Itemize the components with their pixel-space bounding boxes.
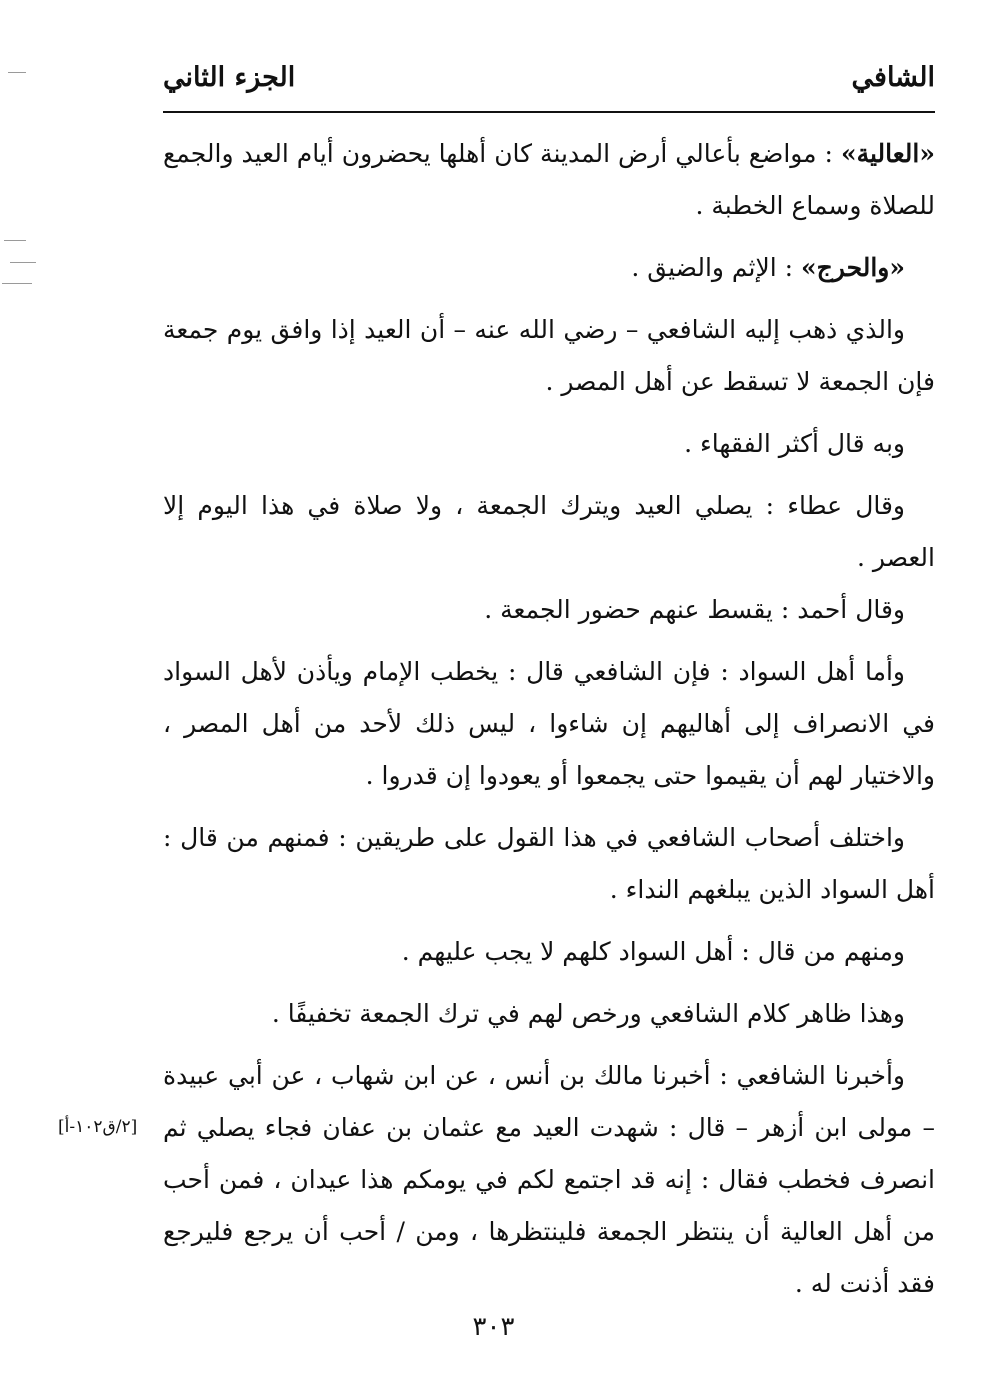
defined-term: «العالية» bbox=[840, 139, 935, 168]
header-rule bbox=[163, 111, 935, 113]
paragraph-text: وقال أحمد : يقسط عنهم حضور الجمعة . bbox=[484, 595, 905, 624]
scan-mark bbox=[4, 240, 26, 241]
paragraph-text: وأخبرنا الشافعي : أخبرنا مالك بن أنس ، عن ابن شهاب ، عن أبي عبيدة – مولى ابن أزهر – قال : شهدت العيد مع عثمان بن عفان فجاء يصلي ثم انصرف فخطب فقال : إنه قد اجتمع لكم في يومكم هذا عيدان ، فمن أحب من أهل العالية أن ينتظر الجمعة فلينتظرها ، ومن / أحب أن يرجع فليرجع فقد أذنت له . bbox=[163, 1061, 935, 1298]
paragraph-text: وبه قال أكثر الفقهاء . bbox=[684, 429, 905, 458]
scan-mark bbox=[2, 283, 32, 284]
scan-mark bbox=[10, 262, 36, 263]
paragraph bbox=[163, 1050, 935, 1310]
paragraph-text: : مواضع بأعالي أرض المدينة كان أهلها يحضرون أيام العيد والجمع للصلاة وسماع الخطبة . bbox=[163, 139, 935, 220]
paragraph bbox=[163, 418, 935, 470]
paragraph-text: واختلف أصحاب الشافعي في هذا القول على طريقين : فمنهم من قال : أهل السواد الذين يبلغهم النداء . bbox=[163, 823, 935, 904]
paragraph bbox=[163, 646, 935, 802]
paragraph-text: والذي ذهب إليه الشافعي – رضي الله عنه – أن العيد إذا وافق يوم جمعة فإن الجمعة لا تسقط عن أهل المصر . bbox=[163, 315, 935, 396]
page-header bbox=[163, 62, 935, 106]
paragraph bbox=[163, 480, 935, 584]
paragraph-text: وقال عطاء : يصلي العيد ويترك الجمعة ، ولا صلاة في هذا اليوم إلا العصر . bbox=[163, 491, 935, 572]
scan-mark bbox=[8, 72, 26, 73]
paragraph-text: وهذا ظاهر كلام الشافعي ورخص لهم في ترك الجمعة تخفيفًا . bbox=[271, 999, 905, 1028]
paragraph bbox=[163, 926, 935, 978]
header-title: الشافي bbox=[851, 62, 935, 93]
paragraph bbox=[163, 988, 935, 1040]
paragraph-text: وأما أهل السواد : فإن الشافعي قال : يخطب الإمام ويأذن لأهل السواد في الانصراف إلى أهاليهم إن شاءوا ، ليس ذلك لأحد من أهل المصر ، والاختيار لهم أن يقيموا حتى يجمعوا أو يعودوا إن قدروا . bbox=[163, 657, 935, 790]
paragraph bbox=[163, 584, 935, 636]
defined-term: «والحرج» bbox=[801, 253, 905, 282]
paragraph-text: : الإثم والضيق . bbox=[631, 253, 802, 282]
paragraph bbox=[163, 128, 935, 232]
paragraph bbox=[163, 304, 935, 408]
body-text bbox=[163, 128, 935, 1320]
header-volume: الجزء الثاني bbox=[163, 62, 296, 93]
paragraph bbox=[163, 812, 935, 916]
page-number: ٣٠٣ bbox=[472, 1312, 515, 1342]
paragraph bbox=[163, 242, 935, 294]
manuscript-folio-reference: [٢/ق١٠٢-أ] bbox=[58, 1117, 138, 1137]
paragraph-text: ومنهم من قال : أهل السواد كلهم لا يجب عليهم . bbox=[401, 937, 905, 966]
